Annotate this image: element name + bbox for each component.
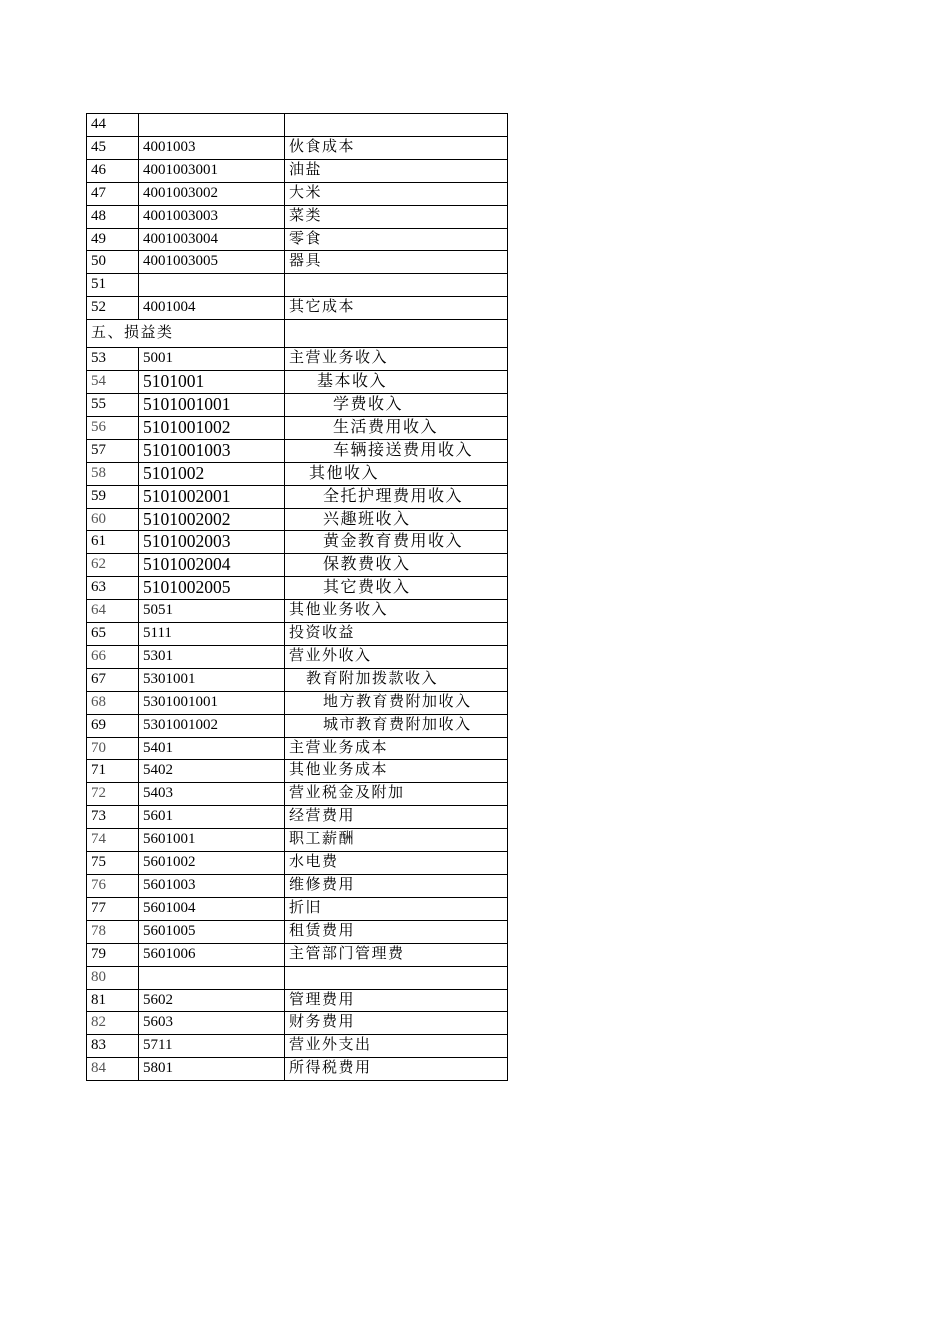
account-code-cell: 5301001002: [139, 714, 285, 737]
row-number-cell: 67: [87, 668, 139, 691]
account-name-cell: 营业税金及附加: [285, 783, 508, 806]
table-row: [87, 416, 508, 439]
row-number-cell: 46: [87, 159, 139, 182]
table-row: [87, 159, 508, 182]
row-number-cell: 55: [87, 393, 139, 416]
account-code-cell: 4001003: [139, 136, 285, 159]
row-number-cell: 50: [87, 251, 139, 274]
account-code-cell: 4001004: [139, 297, 285, 320]
account-name-cell: 伙食成本: [285, 136, 508, 159]
account-code-cell: 5801: [139, 1058, 285, 1081]
account-name-cell: 器具: [285, 251, 508, 274]
table-row: [87, 485, 508, 508]
account-name-cell: 职工薪酬: [285, 829, 508, 852]
account-name-cell: 大米: [285, 182, 508, 205]
account-name-cell: 城市教育费附加收入: [285, 714, 508, 737]
account-name-cell: 财务费用: [285, 1012, 508, 1035]
account-name-cell: 水电费: [285, 852, 508, 875]
account-name-cell: [285, 114, 508, 137]
table-row: [87, 251, 508, 274]
row-number-cell: 58: [87, 462, 139, 485]
row-number-cell: 79: [87, 943, 139, 966]
row-number-cell: 78: [87, 920, 139, 943]
account-name-cell: 其它成本: [285, 297, 508, 320]
account-code-cell: 5601006: [139, 943, 285, 966]
row-number-cell: 73: [87, 806, 139, 829]
account-code-cell: 5301: [139, 645, 285, 668]
row-number-cell: 62: [87, 554, 139, 577]
account-code-cell: 5101002002: [139, 508, 285, 531]
table-row: [87, 760, 508, 783]
table-row: [87, 531, 508, 554]
account-name-cell: 保教费收入: [285, 554, 508, 577]
account-code-cell: 5101002005: [139, 577, 285, 600]
account-code-cell: 5301001: [139, 668, 285, 691]
table-row: [87, 508, 508, 531]
account-code-cell: 4001003005: [139, 251, 285, 274]
account-code-cell: 5601003: [139, 875, 285, 898]
account-code-cell: 5101001001: [139, 393, 285, 416]
row-number-cell: 71: [87, 760, 139, 783]
account-name-cell: 全托护理费用收入: [285, 485, 508, 508]
account-code-cell: 5051: [139, 600, 285, 623]
table-row: [87, 1035, 508, 1058]
row-number-cell: 80: [87, 966, 139, 989]
account-code-cell: 5601: [139, 806, 285, 829]
row-number-cell: 63: [87, 577, 139, 600]
account-name-cell: 租赁费用: [285, 920, 508, 943]
row-number-cell: 83: [87, 1035, 139, 1058]
account-name-cell: 投资收益: [285, 623, 508, 646]
account-code-cell: 5101002: [139, 462, 285, 485]
account-name-cell: 经营费用: [285, 806, 508, 829]
table-row: [87, 1012, 508, 1035]
account-code-cell: 5602: [139, 989, 285, 1012]
account-name-cell: 菜类: [285, 205, 508, 228]
row-number-cell: 60: [87, 508, 139, 531]
account-name-cell: [285, 966, 508, 989]
table-row: [87, 348, 508, 371]
row-number-cell: 51: [87, 274, 139, 297]
table-row: [87, 274, 508, 297]
row-number-cell: 65: [87, 623, 139, 646]
table-row: [87, 623, 508, 646]
row-number-cell: 64: [87, 600, 139, 623]
table-row: [87, 645, 508, 668]
account-name-cell: 基本收入: [285, 371, 508, 394]
account-name-cell: 车辆接送费用收入: [285, 439, 508, 462]
table-row: [87, 371, 508, 394]
account-code-cell: 4001003003: [139, 205, 285, 228]
account-code-cell: 5111: [139, 623, 285, 646]
account-name-cell: 零食: [285, 228, 508, 251]
account-table: [86, 113, 508, 1081]
table-row: [87, 783, 508, 806]
table-row: [87, 577, 508, 600]
table-row: [87, 691, 508, 714]
row-number-cell: 48: [87, 205, 139, 228]
account-name-cell: 其他收入: [285, 462, 508, 485]
row-number-cell: 61: [87, 531, 139, 554]
account-name-cell: 维修费用: [285, 875, 508, 898]
account-code-cell: 5001: [139, 348, 285, 371]
account-name-cell: 黄金教育费用收入: [285, 531, 508, 554]
account-code-cell: [139, 114, 285, 137]
table-row: [87, 600, 508, 623]
row-number-cell: 74: [87, 829, 139, 852]
account-name-cell: 主营业务成本: [285, 737, 508, 760]
account-code-cell: [139, 966, 285, 989]
row-number-cell: 82: [87, 1012, 139, 1035]
account-code-cell: 5101001: [139, 371, 285, 394]
account-code-cell: 5101002004: [139, 554, 285, 577]
empty-cell: [285, 320, 508, 348]
account-code-cell: 5402: [139, 760, 285, 783]
account-code-cell: 5603: [139, 1012, 285, 1035]
table-row: [87, 136, 508, 159]
account-name-cell: 主管部门管理费: [285, 943, 508, 966]
row-number-cell: 57: [87, 439, 139, 462]
table-row: [87, 1058, 508, 1081]
table-row: [87, 966, 508, 989]
table-row: [87, 205, 508, 228]
table-row: [87, 554, 508, 577]
account-code-cell: 5601005: [139, 920, 285, 943]
row-number-cell: 54: [87, 371, 139, 394]
table-row: [87, 829, 508, 852]
section-title: 五、损益类: [87, 320, 285, 348]
row-number-cell: 81: [87, 989, 139, 1012]
row-number-cell: 77: [87, 897, 139, 920]
table-row: [87, 943, 508, 966]
account-code-cell: 4001003004: [139, 228, 285, 251]
row-number-cell: 84: [87, 1058, 139, 1081]
account-code-cell: [139, 274, 285, 297]
table-row: [87, 297, 508, 320]
row-number-cell: 49: [87, 228, 139, 251]
account-name-cell: 其他业务收入: [285, 600, 508, 623]
table-row: [87, 989, 508, 1012]
row-number-cell: 76: [87, 875, 139, 898]
account-name-cell: 教育附加拨款收入: [285, 668, 508, 691]
row-number-cell: 72: [87, 783, 139, 806]
table-row: [87, 714, 508, 737]
table-row: [87, 920, 508, 943]
account-code-cell: 5101002001: [139, 485, 285, 508]
row-number-cell: 53: [87, 348, 139, 371]
row-number-cell: 69: [87, 714, 139, 737]
account-name-cell: 折旧: [285, 897, 508, 920]
account-name-cell: 管理费用: [285, 989, 508, 1012]
account-name-cell: 学费收入: [285, 393, 508, 416]
account-code-cell: 5601004: [139, 897, 285, 920]
row-number-cell: 75: [87, 852, 139, 875]
account-code-cell: 5101002003: [139, 531, 285, 554]
row-number-cell: 68: [87, 691, 139, 714]
table-row: [87, 114, 508, 137]
row-number-cell: 70: [87, 737, 139, 760]
table-row: [87, 737, 508, 760]
account-name-cell: 地方教育费附加收入: [285, 691, 508, 714]
account-name-cell: [285, 274, 508, 297]
table-row: [87, 668, 508, 691]
table-row: [87, 462, 508, 485]
table-row: [87, 852, 508, 875]
account-code-cell: 5601001: [139, 829, 285, 852]
account-table-body: [87, 114, 508, 1081]
account-name-cell: 所得税费用: [285, 1058, 508, 1081]
account-code-cell: 5101001002: [139, 416, 285, 439]
account-name-cell: 其他业务成本: [285, 760, 508, 783]
account-name-cell: 兴趣班收入: [285, 508, 508, 531]
account-code-cell: 5403: [139, 783, 285, 806]
account-code-cell: 4001003001: [139, 159, 285, 182]
row-number-cell: 44: [87, 114, 139, 137]
section-header-row: [87, 320, 508, 348]
row-number-cell: 52: [87, 297, 139, 320]
table-row: [87, 393, 508, 416]
account-name-cell: 营业外支出: [285, 1035, 508, 1058]
row-number-cell: 45: [87, 136, 139, 159]
account-name-cell: 生活费用收入: [285, 416, 508, 439]
table-row: [87, 875, 508, 898]
table-row: [87, 182, 508, 205]
table-row: [87, 228, 508, 251]
account-code-cell: 4001003002: [139, 182, 285, 205]
account-name-cell: 其它费收入: [285, 577, 508, 600]
table-row: [87, 806, 508, 829]
table-row: [87, 439, 508, 462]
account-code-cell: 5401: [139, 737, 285, 760]
account-code-cell: 5301001001: [139, 691, 285, 714]
row-number-cell: 66: [87, 645, 139, 668]
row-number-cell: 59: [87, 485, 139, 508]
account-code-cell: 5601002: [139, 852, 285, 875]
account-name-cell: 油盐: [285, 159, 508, 182]
row-number-cell: 56: [87, 416, 139, 439]
table-row: [87, 897, 508, 920]
row-number-cell: 47: [87, 182, 139, 205]
account-name-cell: 主营业务收入: [285, 348, 508, 371]
account-code-cell: 5711: [139, 1035, 285, 1058]
account-name-cell: 营业外收入: [285, 645, 508, 668]
account-code-cell: 5101001003: [139, 439, 285, 462]
